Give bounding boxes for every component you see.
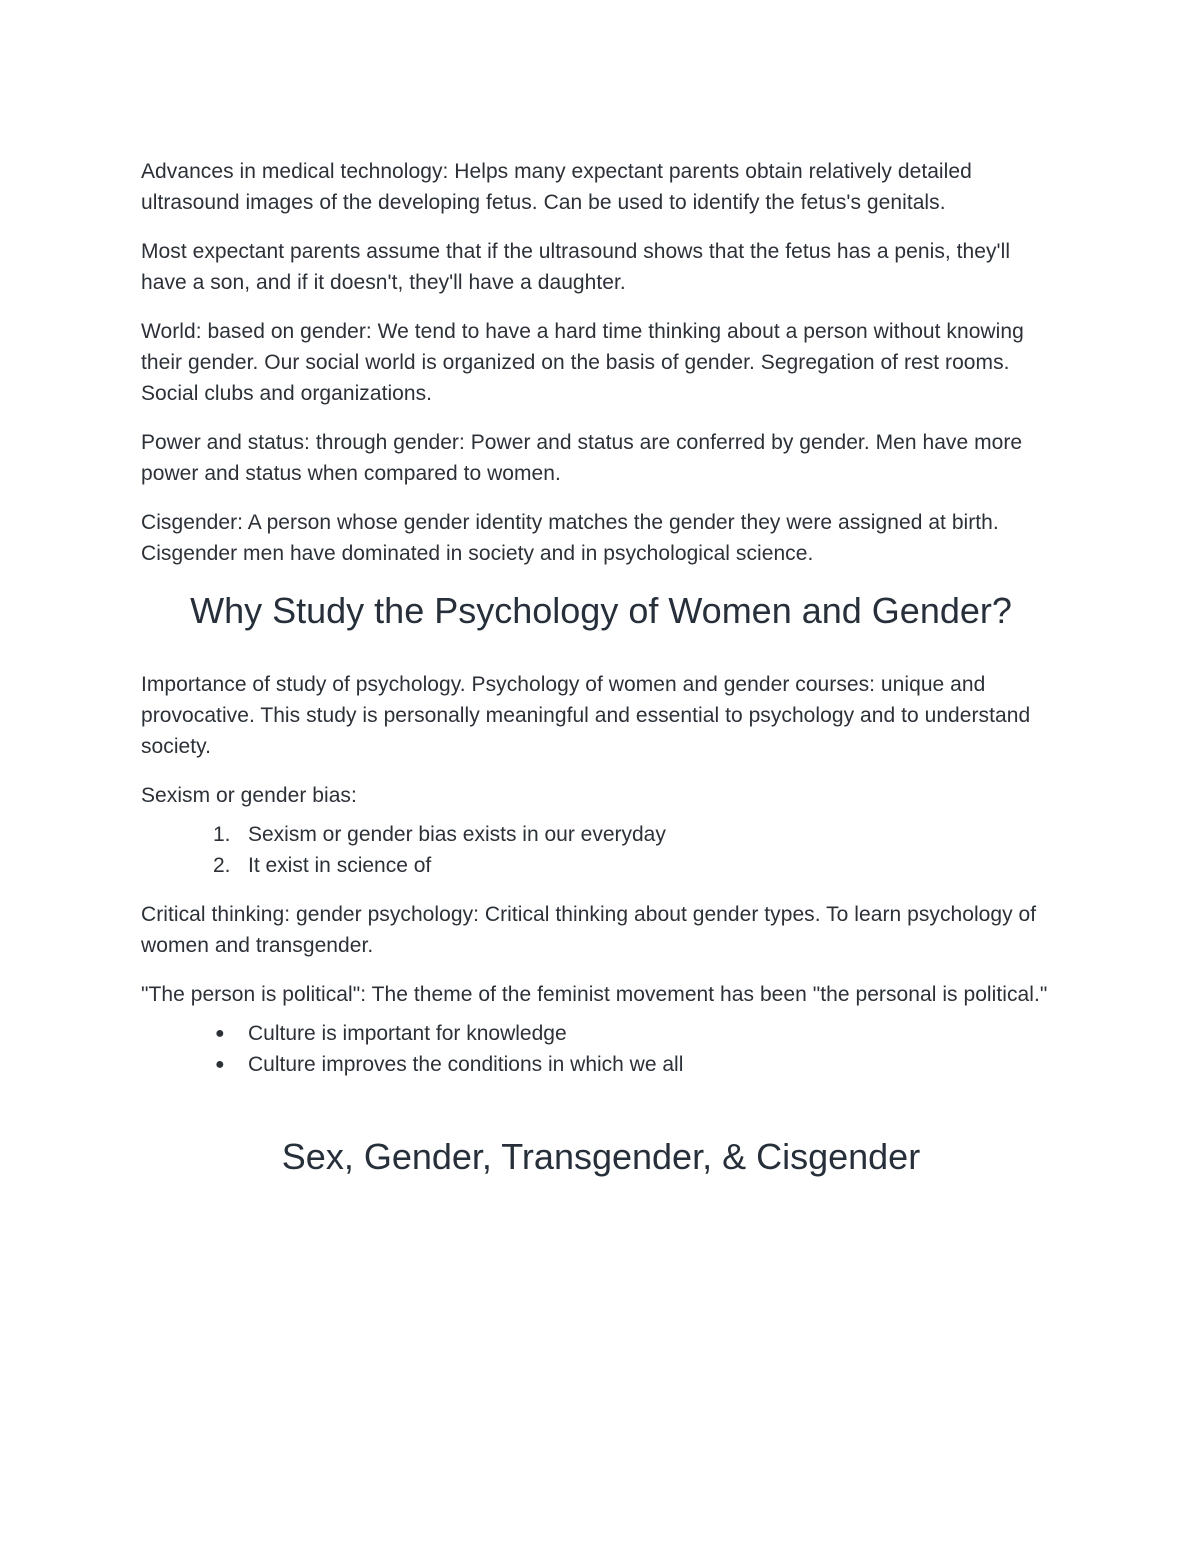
list-item-text: Culture is important for knowledge: [248, 1022, 567, 1045]
paragraph-medical-technology: Advances in medical technology: Helps many expectant parents obtain relatively detailed ultrasound images of the developing fetus. Can be used to identify the fetus's genitals.: [141, 160, 972, 214]
paragraph-world-gender: World: based on gender: We tend to have a hard time thinking about a person without knowing their gender. Our social world is organized on the basis of gender. Segregation of rest rooms. Social clubs and organizations.: [141, 320, 1024, 405]
paragraph-cisgender: Cisgender: A person whose gender identity matches the gender they were assigned at birth. Cisgender men have dominated in society and in psychological science.: [141, 511, 999, 565]
list-item: [141, 1049, 1061, 1080]
list-number: 2.: [213, 854, 231, 877]
paragraph-power-status: Power and status: through gender: Power and status are conferred by gender. Men have more power and status when compared to women.: [141, 431, 1023, 485]
list-item: [141, 1018, 1061, 1049]
list-item: [141, 819, 1061, 850]
bullet-icon: ●: [215, 1056, 225, 1073]
paragraph-person-political: "The person is political": The theme of the feminist movement has been "the personal is political.": [141, 983, 1048, 1006]
list-item-text: It exist in science of: [248, 854, 432, 877]
heading-sex-gender: Sex, Gender, Transgender, & Cisgender: [281, 1136, 921, 1177]
bullet-icon: ●: [215, 1025, 225, 1042]
paragraph-critical-thinking: Critical thinking: gender psychology: Critical thinking about gender types. To learn psychology of women and transgender.: [141, 903, 1037, 957]
bullet-list: [141, 1018, 1061, 1080]
heading-why-study: Why Study the Psychology of Women and Gender?: [190, 590, 1012, 631]
list-number: 1.: [213, 823, 231, 846]
paragraph-expectant-parents: Most expectant parents assume that if the ultrasound shows that the fetus has a penis, they'll have a son, and if it doesn't, they'll have a daughter.: [141, 240, 1011, 294]
document-body: [141, 156, 1061, 1179]
list-item-text: Sexism or gender bias exists in our everyday: [248, 823, 666, 846]
paragraph-sexism: Sexism or gender bias:: [141, 784, 357, 807]
paragraph-importance: Importance of study of psychology. Psychology of women and gender courses: unique and provocative. This study is personally meaningful and essential to psychology and to understand society.: [141, 673, 1031, 758]
list-item-text: Culture improves the conditions in which we all: [248, 1053, 684, 1076]
list-item: [141, 850, 1061, 881]
numbered-list: [141, 819, 1061, 881]
